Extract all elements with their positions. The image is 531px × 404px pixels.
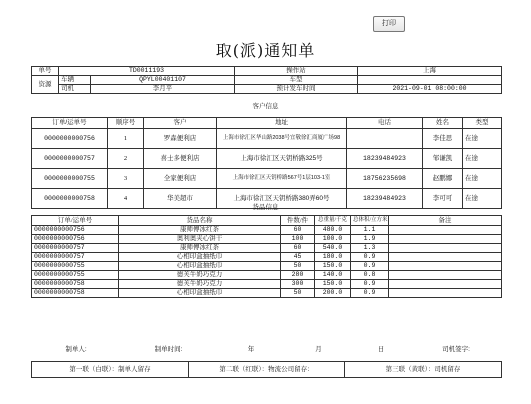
customer-address-cell: 上海市徐汇区华山路2038号宜敬徐汇商厦广场98 — [217, 129, 347, 149]
customer-phone-cell: 18756235698 — [347, 169, 423, 189]
goods-qty-cell: 280 — [281, 271, 315, 280]
goods-row — [32, 280, 502, 289]
customer-col-type: 类型 — [463, 118, 502, 129]
customer-order-cell: 0000000000757 — [32, 149, 108, 169]
goods-row — [32, 226, 502, 235]
customer-phone-cell: 18239484923 — [347, 189, 423, 209]
goods-weight-cell: 480.0 — [315, 226, 351, 235]
goods-name-cell: 康师傅冰红茶 — [119, 244, 281, 253]
customer-col-name: 姓名 — [423, 118, 463, 129]
goods-row — [32, 235, 502, 244]
goods-volume-cell: 0.9 — [351, 289, 389, 298]
customer-name-cell: 华美超市 — [144, 189, 217, 209]
customer-col-seq: 顺序号 — [108, 118, 144, 129]
customer-contact-cell: 邹谦凯 — [423, 149, 463, 169]
customer-contact-cell: 李可可 — [423, 189, 463, 209]
goods-col-qty: 件数/件 — [281, 216, 315, 226]
customer-order-cell: 0000000000756 — [32, 129, 108, 149]
goods-row — [32, 253, 502, 262]
customer-seq-cell: 4 — [108, 189, 144, 209]
customer-section-title: 客户信息 — [252, 103, 279, 110]
customer-type-cell: 在途 — [463, 189, 502, 209]
goods-volume-cell: 0.9 — [351, 280, 389, 289]
order-no-label: 单号 — [32, 67, 59, 76]
vehicle-value: QPYL00401107 — [91, 76, 235, 85]
station-value: 上海 — [358, 67, 502, 76]
goods-row — [32, 262, 502, 271]
customer-table — [31, 117, 502, 209]
goods-order-cell: 0000000000756 — [32, 226, 119, 235]
goods-order-cell: 0000000000757 — [32, 253, 119, 262]
customer-col-phone: 电话 — [347, 118, 423, 129]
driver-value: 李月平 — [91, 85, 235, 94]
customer-row — [32, 129, 502, 149]
driver-sign-label: 司机签字: — [442, 346, 470, 353]
goods-qty-cell: 50 — [281, 289, 315, 298]
vehicle-type-value — [358, 76, 502, 85]
goods-note-cell — [389, 289, 502, 298]
goods-volume-cell: 1.1 — [351, 226, 389, 235]
customer-seq-cell: 2 — [108, 149, 144, 169]
page-title: 取(派)通知单 — [215, 41, 316, 60]
goods-name-cell: 奥利奥夹心饼干 — [119, 235, 281, 244]
goods-weight-cell: 200.0 — [315, 289, 351, 298]
customer-contact-cell: 赵鹏娜 — [423, 169, 463, 189]
goods-qty-cell: 100 — [281, 235, 315, 244]
goods-order-cell: 0000000000755 — [32, 262, 119, 271]
customer-order-cell: 0000000000755 — [32, 169, 108, 189]
goods-qty-cell: 50 — [281, 262, 315, 271]
customer-col-address: 地址 — [217, 118, 347, 129]
goods-volume-cell: 0.9 — [351, 262, 389, 271]
maker-label: 制单人: — [65, 346, 87, 353]
goods-order-cell: 0000000000758 — [32, 289, 119, 298]
customer-col-order: 订单/运单号 — [32, 118, 108, 129]
goods-note-cell — [389, 262, 502, 271]
goods-note-cell — [389, 235, 502, 244]
goods-note-cell — [389, 244, 502, 253]
customer-header-row — [32, 118, 502, 129]
goods-header-row — [32, 216, 502, 226]
customer-order-cell: 0000000000758 — [32, 189, 108, 209]
goods-col-note: 备注 — [389, 216, 502, 226]
goods-name-cell: 心相印盒抽纸巾 — [119, 253, 281, 262]
goods-note-cell — [389, 226, 502, 235]
goods-name-cell: 康师傅冰红茶 — [119, 226, 281, 235]
goods-name-cell: 德芙牛奶巧克力 — [119, 280, 281, 289]
goods-weight-cell: 180.0 — [315, 253, 351, 262]
goods-name-cell: 德芙牛奶巧克力 — [119, 271, 281, 280]
goods-col-order: 订单/运单号 — [32, 216, 119, 226]
goods-volume-cell: 0.8 — [351, 271, 389, 280]
copy-second: 第二联（红联）：物流公司留存： — [189, 362, 345, 378]
customer-name-cell: 罗森便利店 — [144, 129, 217, 149]
goods-volume-cell: 0.9 — [351, 253, 389, 262]
customer-name-cell: 喜士多便利店 — [144, 149, 217, 169]
goods-volume-cell: 1.3 — [351, 244, 389, 253]
goods-qty-cell: 45 — [281, 253, 315, 262]
goods-order-cell: 0000000000756 — [32, 235, 119, 244]
depart-time-value: 2021-09-01 08:00:00 — [358, 85, 502, 94]
goods-note-cell — [389, 271, 502, 280]
goods-volume-cell: 1.9 — [351, 235, 389, 244]
vehicle-type-label: 车型 — [235, 76, 358, 85]
customer-phone-cell — [347, 129, 423, 149]
driver-label: 司机 — [59, 85, 91, 94]
goods-row — [32, 289, 502, 298]
order-no-value: TD0011193 — [59, 67, 235, 76]
resource-label: 资源 — [32, 76, 59, 94]
customer-seq-cell: 3 — [108, 169, 144, 189]
customer-seq-cell: 1 — [108, 129, 144, 149]
goods-table — [31, 215, 502, 298]
customer-contact-cell: 李佳思 — [423, 129, 463, 149]
goods-qty-cell: 60 — [281, 244, 315, 253]
goods-row — [32, 271, 502, 280]
customer-phone-cell: 18239484923 — [347, 149, 423, 169]
customer-name-cell: 全家便利店 — [144, 169, 217, 189]
year-label: 年 — [247, 346, 255, 353]
goods-row — [32, 244, 502, 253]
customer-address-cell: 上海市徐汇区天钥桥路325号 — [217, 149, 347, 169]
customer-type-cell: 在途 — [463, 129, 502, 149]
customer-row — [32, 169, 502, 189]
customer-row — [32, 149, 502, 169]
customer-type-cell: 在途 — [463, 169, 502, 189]
copies-row — [31, 361, 502, 378]
print-button[interactable]: 打印 — [373, 16, 405, 32]
goods-section-title: 货品信息 — [252, 204, 279, 211]
goods-col-weight: 总重量/千克 — [315, 216, 351, 226]
signature-row — [31, 342, 501, 357]
goods-note-cell — [389, 253, 502, 262]
depart-time-label: 预计发车时间 — [235, 85, 358, 94]
goods-col-volume: 总体积/立方米 — [351, 216, 389, 226]
day-label: 日 — [377, 346, 385, 353]
goods-weight-cell: 540.0 — [315, 244, 351, 253]
goods-order-cell: 0000000000758 — [32, 280, 119, 289]
goods-order-cell: 0000000000757 — [32, 244, 119, 253]
goods-qty-cell: 300 — [281, 280, 315, 289]
station-label: 操作站 — [235, 67, 358, 76]
header-info-table — [31, 66, 502, 94]
copy-first: 第一联（白联）：制单人留存 — [32, 362, 189, 378]
goods-order-cell: 0000000000755 — [32, 271, 119, 280]
goods-col-name: 货品名称 — [119, 216, 281, 226]
goods-name-cell: 心相印盒抽纸巾 — [119, 289, 281, 298]
customer-col-customer: 客户 — [144, 118, 217, 129]
goods-weight-cell: 140.0 — [315, 271, 351, 280]
goods-weight-cell: 150.0 — [315, 280, 351, 289]
customer-address-cell: 上海市徐汇区天钥桥路380弄60号 — [217, 189, 347, 209]
vehicle-label: 车辆 — [59, 76, 91, 85]
make-time-label: 制单时间: — [154, 346, 183, 353]
copy-third: 第三联（黄联）：司机留存 — [345, 362, 502, 378]
goods-weight-cell: 150.0 — [315, 262, 351, 271]
month-label: 月 — [315, 346, 322, 353]
customer-type-cell: 在途 — [463, 149, 502, 169]
goods-note-cell — [389, 280, 502, 289]
goods-weight-cell: 100.0 — [315, 235, 351, 244]
customer-address-cell: 上海市徐汇区天钥桥路567号1层103-1室 — [217, 169, 347, 189]
goods-qty-cell: 60 — [281, 226, 315, 235]
goods-name-cell: 心相印盒抽纸巾 — [119, 262, 281, 271]
